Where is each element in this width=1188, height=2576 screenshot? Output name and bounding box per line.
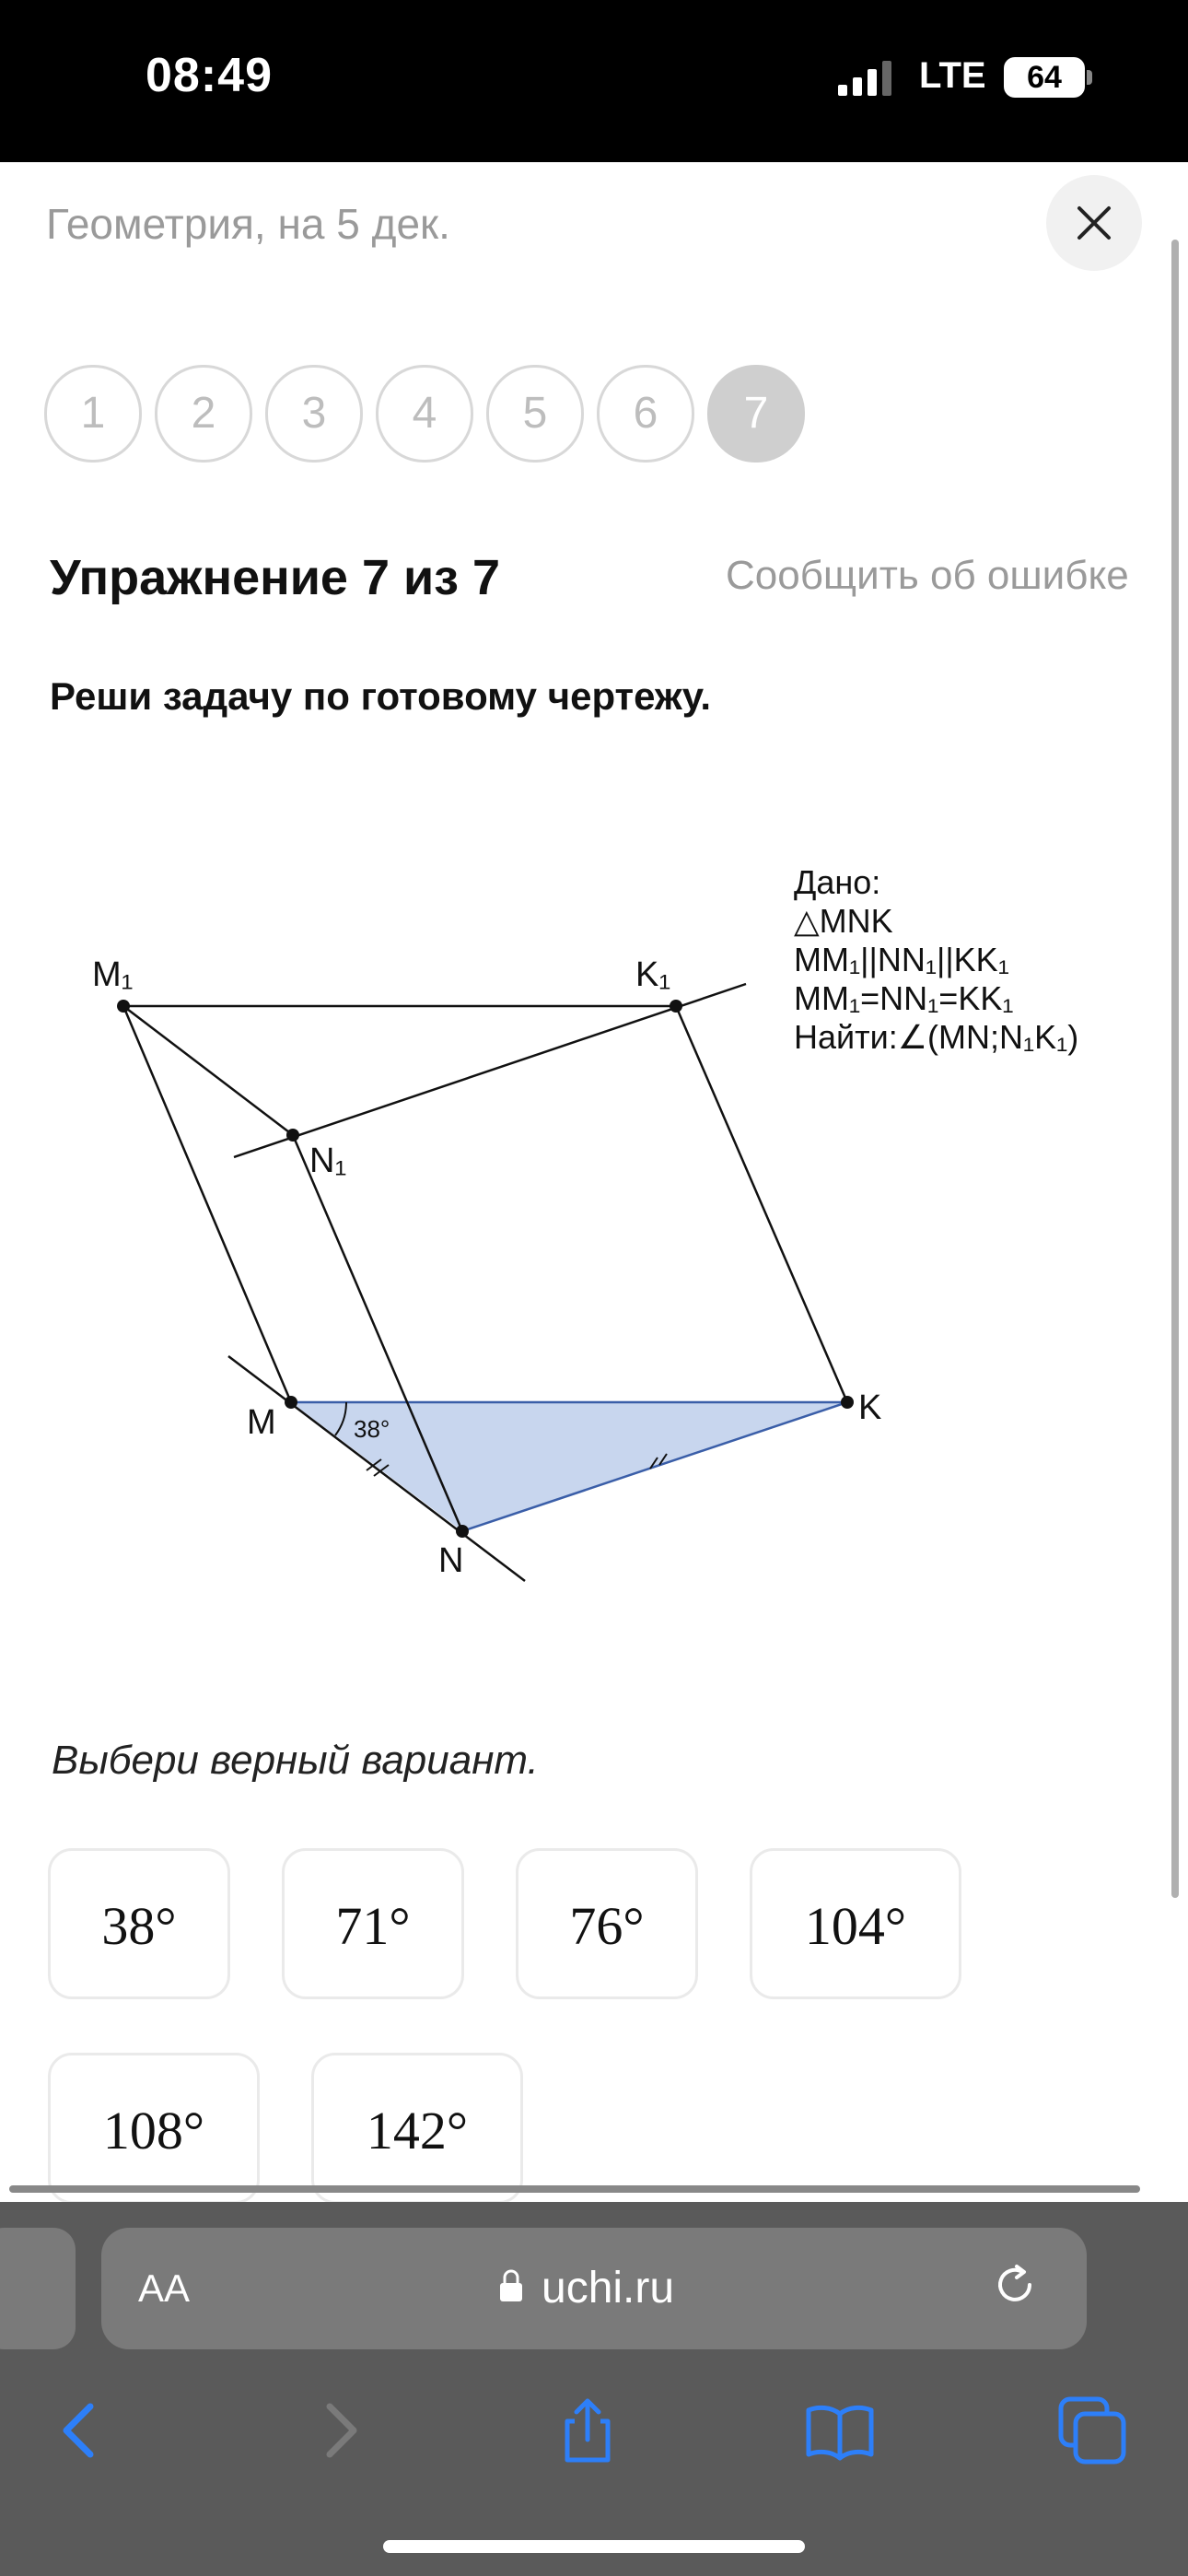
vertical-scrollbar[interactable] xyxy=(1171,240,1179,1898)
label-k1: K₁ xyxy=(635,955,671,994)
reload-icon[interactable] xyxy=(987,2257,1042,2313)
back-icon[interactable] xyxy=(44,2394,118,2467)
point-k1 xyxy=(670,1000,682,1013)
angle-label: 38° xyxy=(354,1415,390,1443)
segment-m1m xyxy=(123,1006,291,1402)
reader-settings-button[interactable]: AA xyxy=(138,2266,191,2310)
given-triangle: △MNK xyxy=(794,902,893,940)
label-m1: M₁ xyxy=(92,955,134,994)
url-text: uchi.ru xyxy=(542,2264,675,2313)
tabs-icon[interactable] xyxy=(1055,2394,1129,2467)
lesson-topic: Геометрия, на 5 дек. xyxy=(46,200,450,248)
task-text: Реши задачу по готовому чертежу. xyxy=(50,674,712,718)
step-1[interactable]: 1 xyxy=(44,365,142,463)
status-bar xyxy=(0,0,1188,162)
option-108[interactable]: 108° xyxy=(48,2053,260,2204)
option-76[interactable]: 76° xyxy=(516,1848,698,1999)
given-equal: MM₁=NN₁=KK₁ xyxy=(794,979,1014,1017)
point-n1 xyxy=(286,1129,299,1142)
option-71[interactable]: 71° xyxy=(282,1848,464,1999)
step-6[interactable]: 6 xyxy=(597,365,694,463)
battery-level: 64 xyxy=(1004,57,1085,98)
option-104[interactable]: 104° xyxy=(750,1848,961,1999)
forward-icon[interactable] xyxy=(302,2394,376,2467)
network-type: LTE xyxy=(919,55,986,96)
close-button[interactable] xyxy=(1046,175,1142,271)
share-icon[interactable] xyxy=(551,2394,624,2467)
option-142[interactable]: 142° xyxy=(311,2053,523,2204)
address-bar[interactable] xyxy=(101,2228,1087,2349)
option-38[interactable]: 38° xyxy=(48,1848,230,1999)
previous-tab-preview[interactable] xyxy=(0,2228,76,2349)
home-indicator[interactable] xyxy=(383,2540,805,2553)
geometry-diagram xyxy=(0,829,1188,1640)
horizontal-scrollbar[interactable] xyxy=(9,2185,1140,2193)
point-n xyxy=(456,1525,469,1538)
report-error-link[interactable]: Сообщить об ошибке xyxy=(726,553,1129,598)
segment-k1k xyxy=(676,1006,847,1402)
lock-icon xyxy=(497,2268,525,2305)
line-n1k1 xyxy=(234,984,746,1157)
given-title: Дано: xyxy=(794,863,881,901)
point-k xyxy=(841,1396,854,1409)
step-5[interactable]: 5 xyxy=(486,365,584,463)
signal-icon xyxy=(838,61,899,98)
step-3[interactable]: 3 xyxy=(265,365,363,463)
segment-m1n1 xyxy=(123,1006,293,1135)
step-7-active[interactable]: 7 xyxy=(707,365,805,463)
close-icon xyxy=(1076,205,1112,241)
status-time: 08:49 xyxy=(146,49,273,102)
battery-icon xyxy=(1087,70,1092,85)
bookmarks-icon[interactable] xyxy=(803,2394,877,2467)
step-4[interactable]: 4 xyxy=(376,365,473,463)
label-k: K xyxy=(858,1388,882,1427)
step-2[interactable]: 2 xyxy=(155,365,252,463)
point-m xyxy=(285,1396,297,1409)
label-n1: N₁ xyxy=(309,1142,347,1180)
label-n: N xyxy=(438,1541,464,1580)
given-parallel: MM₁||NN₁||KK₁ xyxy=(794,941,1009,978)
label-m: M xyxy=(247,1403,276,1442)
point-m1 xyxy=(117,1000,130,1013)
choose-prompt: Выбери верный вариант. xyxy=(52,1738,539,1783)
given-find: Найти:∠(MN;N₁K₁) xyxy=(794,1018,1079,1056)
segment-n1n xyxy=(293,1135,462,1531)
exercise-title: Упражнение 7 из 7 xyxy=(50,550,501,605)
